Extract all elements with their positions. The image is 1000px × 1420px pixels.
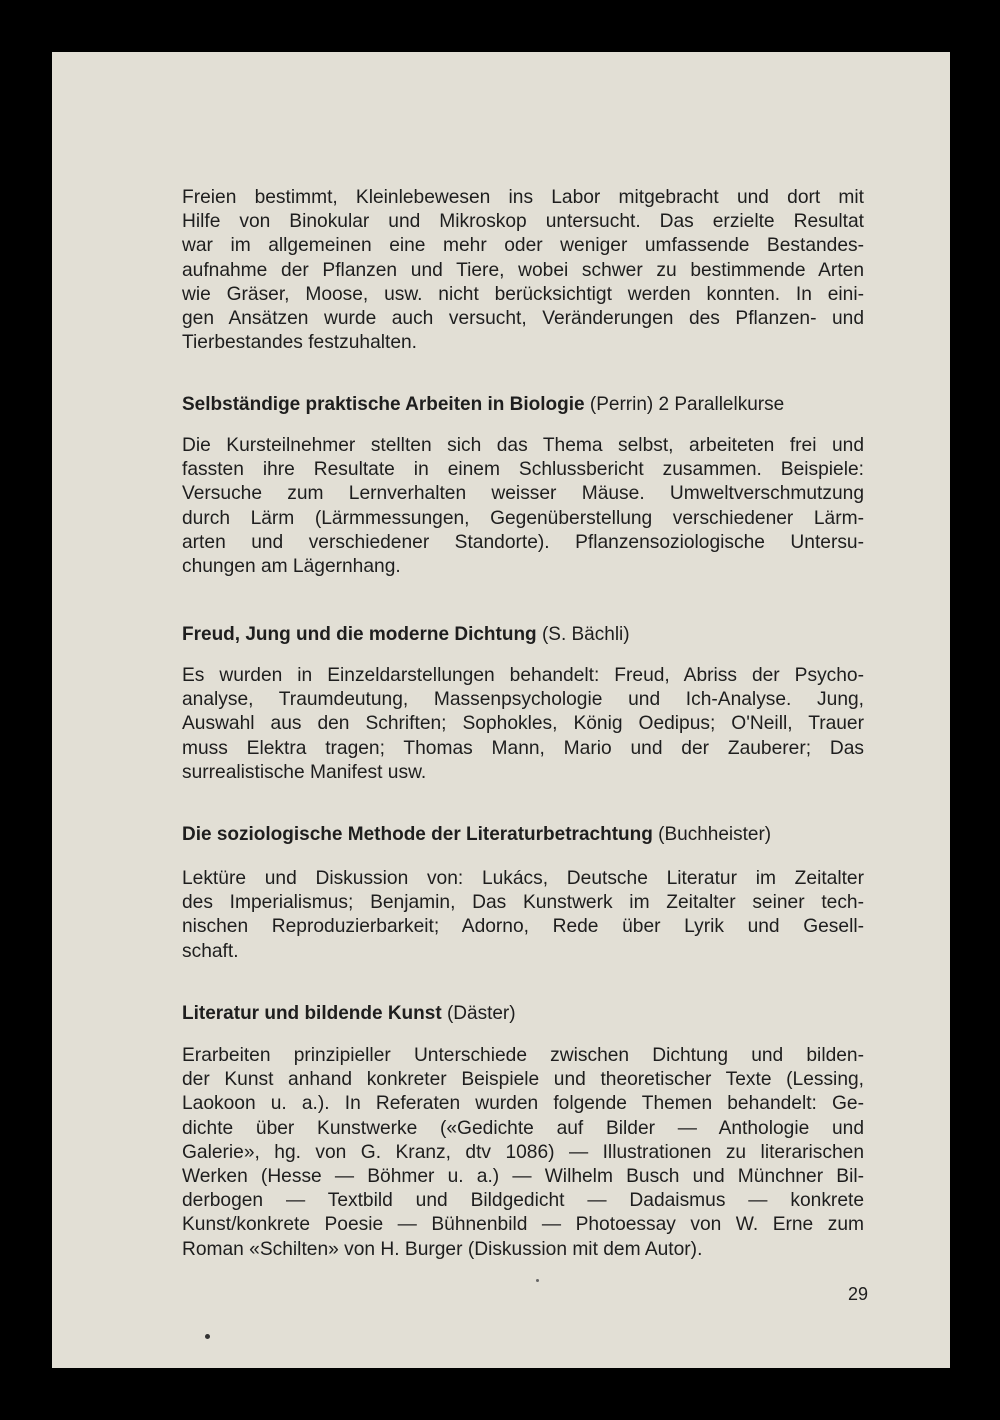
text-line: aufnahme der Pflanzen und Tiere, wobei schwer zu bestimmende Arten [182,259,864,281]
text-line: Roman «Schilten» von H. Burger (Diskussion mit dem Autor). [182,1238,703,1260]
section-heading-bildende-kunst [182,1002,872,1026]
page-number: 29 [847,1284,868,1304]
section-title: Freud, Jung und die moderne Dichtung [182,624,537,645]
text-line: arten und verschiedener Standorte). Pflanzensoziologische Untersu- [182,531,864,553]
text-line: Es wurden in Einzeldarstellungen behandelt: Freud, Abriss der Psycho- [182,665,864,686]
dust-speck [205,1334,210,1339]
intro-paragraph [182,186,864,355]
section-paragraph-biologie [182,434,864,579]
section-paragraph-soziologie [182,867,864,964]
text-line: Werken (Hesse — Böhmer u. a.) — Wilhelm Busch und Münchner Bil- [182,1166,864,1188]
text-line: Laokoon u. a.). In Referaten wurden folgende Themen behandelt: Ge- [182,1093,864,1115]
text-line: des Imperialismus; Benjamin, Das Kunstwerk im Zeitalter seiner tech- [182,892,864,914]
section-heading-soziologie [182,823,872,847]
text-line: gen Ansätzen wurde auch versucht, Veränderungen des Pflanzen- und [182,308,864,330]
text-line: surrealistische Manifest usw. [182,761,427,783]
text-line: nischen Reproduzierbarkeit; Adorno, Rede über Lyrik und Gesell- [182,916,864,938]
text-line: Galerie», hg. von G. Kranz, dtv 1086) — Illustrationen zu literarischen [182,1141,864,1163]
section-paragraph-bildende-kunst [182,1044,864,1262]
text-line: Versuche zum Lernverhalten weisser Mäuse. Umweltverschmutzung [182,483,864,505]
text-line: durch Lärm (Lärmmessungen, Gegenüberstellung verschiedener Lärm- [182,507,864,529]
text-line: Die Kursteilnehmer stellten sich das Thema selbst, arbeiteten frei und [182,435,864,456]
text-line: wie Gräser, Moose, usw. nicht berücksichtigt werden konnten. In eini- [182,283,864,305]
text-line: schaft. [182,940,239,962]
text-line: war im allgemeinen eine mehr oder weniger umfassende Bestandes- [182,235,864,257]
text-line: der Kunst anhand konkreter Beispiele und theoretischer Texte (Lessing, [182,1069,864,1091]
dust-speck [536,1279,539,1282]
text-line: chungen am Lägernhang. [182,556,401,578]
section-title: Literatur und bildende Kunst [182,1003,442,1024]
text-line: muss Elektra tragen; Thomas Mann, Mario und der Zauberer; Das [182,737,864,759]
text-line: dichte über Kunstwerke («Gedichte auf Bilder — Anthologie und [182,1117,864,1139]
section-author: (Däster) [446,1003,516,1024]
text-line: Lektüre und Diskussion von: Lukács, Deutsche Literatur im Zeitalter [182,868,864,889]
section-author: (S. Bächli) [541,624,630,645]
section-title: Die soziologische Methode der Literaturbetrachtung [182,824,653,845]
text-line: Hilfe von Binokular und Mikroskop untersucht. Das erzielte Resultat [182,211,864,233]
section-heading-freud-jung [182,623,872,647]
section-author: (Perrin) 2 Parallelkurse [589,394,785,415]
text-line: fassten ihre Resultate in einem Schlussbericht zusammen. Beispiele: [182,459,864,481]
section-heading-biologie [182,393,872,417]
document-page [52,52,950,1368]
text-line: Erarbeiten prinzipieller Unterschiede zwischen Dichtung und bilden- [182,1045,864,1066]
text-line: derbogen — Textbild und Bildgedicht — Dadaismus — konkrete [182,1190,864,1212]
text-line: Kunst/konkrete Poesie — Bühnenbild — Photoessay von W. Erne zum [182,1214,864,1236]
text-line: Freien bestimmt, Kleinlebewesen ins Labor mitgebracht und dort mit [182,187,864,208]
section-author: (Buchheister) [658,824,772,845]
section-title: Selbständige praktische Arbeiten in Biologie [182,394,585,415]
text-line: Tierbestandes festzuhalten. [182,332,418,354]
text-line: analyse, Traumdeutung, Massenpsychologie und Ich-Analyse. Jung, [182,689,864,711]
section-paragraph-freud-jung [182,664,864,785]
text-line: Auswahl aus den Schriften; Sophokles, König Oedipus; O'Neill, Trauer [182,713,864,735]
